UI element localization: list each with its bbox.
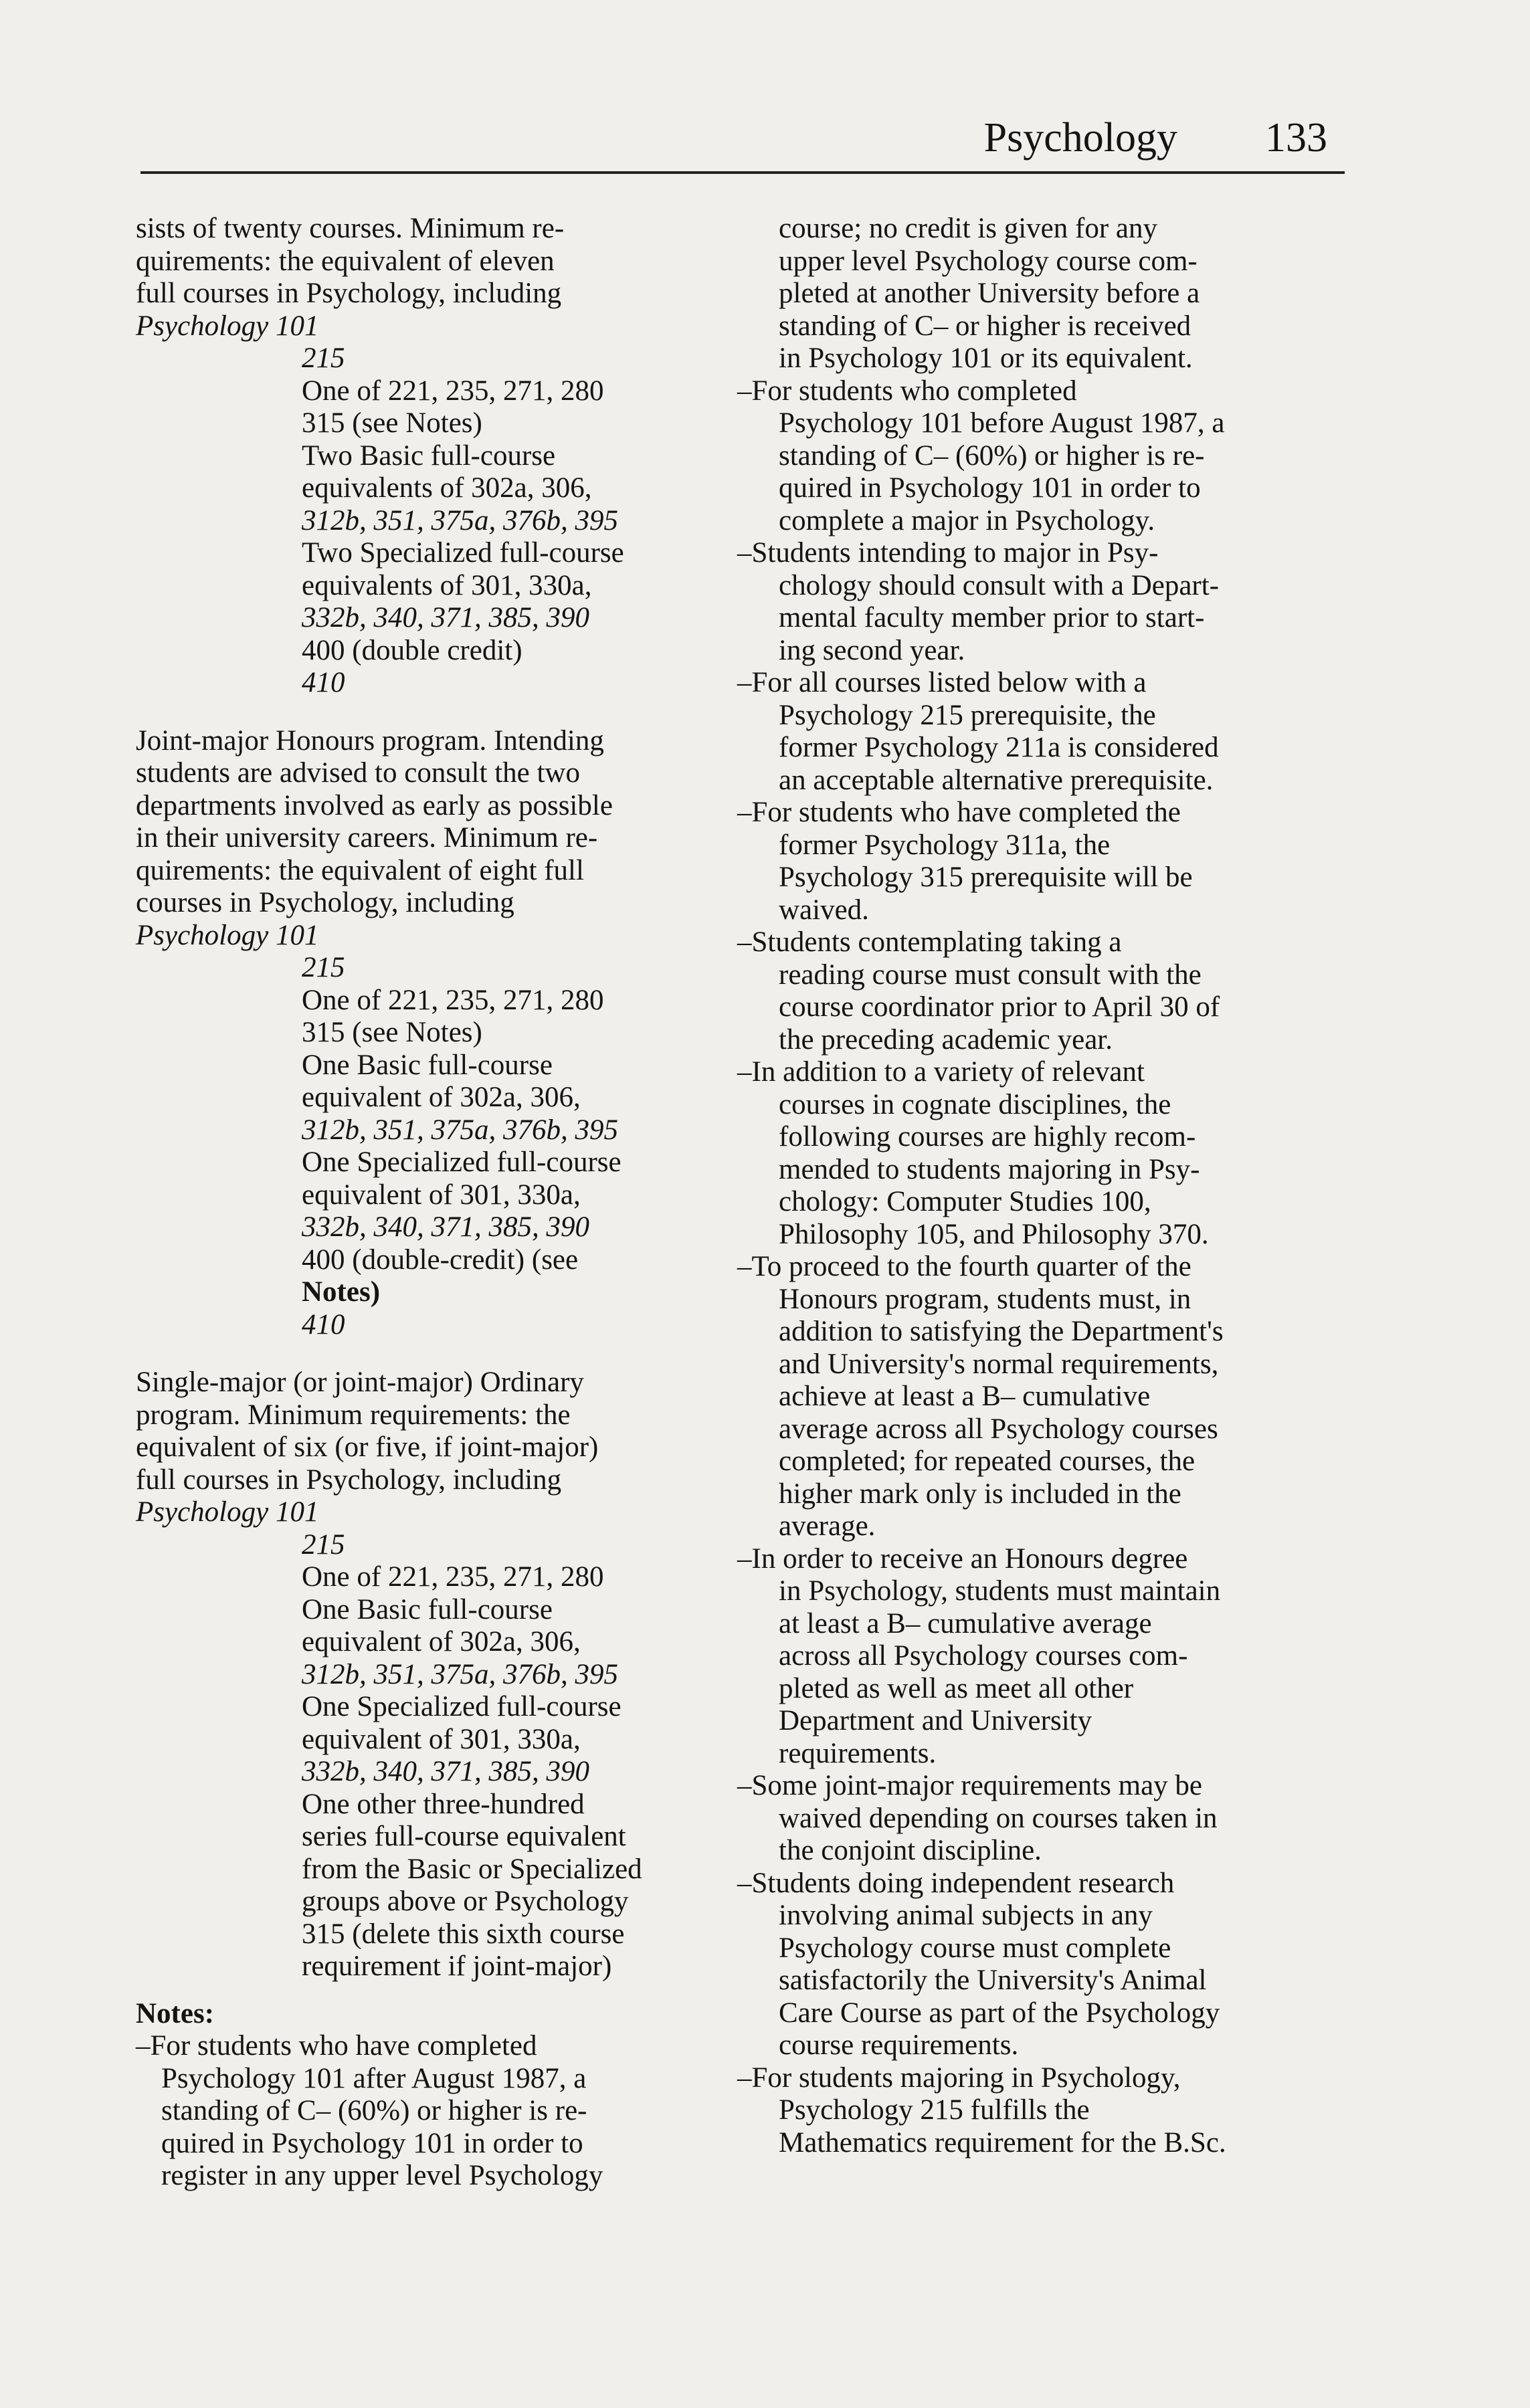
course-line: 215: [302, 952, 345, 983]
note-line: chology: Computer Studies 100,: [779, 1186, 1151, 1217]
note-line: Psychology 215 prerequisite, the: [779, 699, 1156, 731]
note-line: Psychology 215 fulfills the: [779, 2094, 1090, 2126]
course-line: 315 (delete this sixth course: [302, 1918, 625, 1950]
page-number: 133: [1265, 115, 1327, 161]
note-line: upper level Psychology course com-: [779, 245, 1198, 277]
text-line: departments involved as early as possible: [136, 789, 613, 821]
text-line: sists of twenty courses. Minimum re-: [136, 213, 565, 244]
course-line: Notes): [302, 1276, 381, 1308]
course-line: 215: [302, 1528, 345, 1561]
text-line: quirements: the equivalent of eleven: [136, 245, 555, 277]
text-line: Psychology 101: [136, 919, 319, 951]
running-head-title: Psychology: [983, 115, 1177, 161]
course-line: 312b, 351, 375a, 376b, 395: [302, 1658, 618, 1690]
course-line: 215: [302, 342, 345, 374]
course-line: 332b, 340, 371, 385, 390: [302, 602, 589, 633]
course-line: One of 221, 235, 271, 280: [302, 1561, 604, 1593]
text-line: Joint-major Honours program. Intending: [136, 724, 604, 757]
course-line: from the Basic or Specialized: [302, 1853, 642, 1885]
note-line: Psychology 101 after August 1987, a: [161, 2062, 587, 2094]
note-line: pleted as well as meet all other: [779, 1672, 1134, 1704]
text-line: courses in Psychology, including: [136, 887, 514, 918]
note-line: –Students doing independent research: [737, 1867, 1175, 1899]
note-line: waived depending on courses taken in: [779, 1802, 1218, 1834]
text-line: students are advised to consult the two: [136, 757, 580, 789]
note-line: completed; for repeated courses, the: [779, 1445, 1196, 1477]
course-line: 315 (see Notes): [302, 1017, 482, 1048]
note-line: chology should consult with a Depart-: [779, 569, 1220, 601]
note-line: course requirements.: [779, 2029, 1019, 2061]
note-line: former Psychology 211a is considered: [779, 732, 1219, 763]
notes-heading: Notes:: [136, 1997, 215, 2029]
note-line: an acceptable alternative prerequisite.: [779, 764, 1214, 796]
note-line: Psychology course must complete: [779, 1932, 1171, 1964]
note-line: average.: [779, 1510, 876, 1542]
note-line: involving animal subjects in any: [779, 1900, 1153, 1931]
course-line: 400 (double-credit) (see: [302, 1243, 579, 1276]
note-line: –For students who have completed: [136, 2030, 537, 2062]
course-line: series full-course equivalent: [302, 1821, 626, 1852]
text-line: in their university careers. Minimum re-: [136, 822, 598, 854]
note-line: reading course must consult with the: [779, 959, 1202, 991]
note-line: and University's normal requirements,: [779, 1348, 1219, 1380]
note-line: pleted at another University before a: [779, 278, 1200, 309]
note-line: –For students majoring in Psychology,: [737, 2062, 1181, 2094]
course-line: One Specialized full-course: [302, 1146, 621, 1178]
note-line: Psychology 315 prerequisite will be: [779, 862, 1193, 893]
note-line: mended to students majoring in Psy-: [779, 1153, 1200, 1185]
note-line: course coordinator prior to April 30 of: [779, 991, 1220, 1023]
note-line: quired in Psychology 101 in order to: [779, 472, 1201, 504]
note-line: Psychology 101 before August 1987, a: [779, 407, 1225, 439]
course-line: One Basic full-course: [302, 1593, 553, 1625]
note-line: requirements.: [779, 1737, 937, 1769]
note-line: standing of C– (60%) or higher is re-: [161, 2095, 587, 2126]
right-column: [737, 213, 1341, 2159]
note-line: –In addition to a variety of relevant: [737, 1056, 1145, 1088]
paragraph-gap: [136, 700, 725, 725]
text-line: equivalent of six (or five, if joint-major): [136, 1431, 599, 1463]
note-line: course; no credit is given for any: [779, 213, 1157, 244]
note-line: quired in Psychology 101 in order to: [161, 2127, 583, 2159]
note-line: Department and University: [779, 1705, 1092, 1736]
text-line: program. Minimum requirements: the: [136, 1399, 571, 1431]
note-line: the preceding academic year.: [779, 1023, 1113, 1056]
page-header: [140, 112, 1345, 174]
note-line: standing of C– (60%) or higher is re-: [779, 439, 1205, 472]
note-line: in Psychology 101 or its equivalent.: [779, 342, 1193, 374]
note-line: –Students intending to major in Psy-: [737, 537, 1159, 569]
note-line: average across all Psychology courses: [779, 1413, 1218, 1445]
note-line: higher mark only is included in the: [779, 1478, 1181, 1510]
course-line: equivalents of 301, 330a,: [302, 569, 592, 601]
course-line: equivalent of 301, 330a,: [302, 1179, 581, 1211]
course-line: requirement if joint-major): [302, 1950, 612, 1982]
note-line: achieve at least a B– cumulative: [779, 1381, 1151, 1412]
note-line: Care Course as part of the Psychology: [779, 1997, 1220, 2029]
course-line: equivalent of 302a, 306,: [302, 1626, 581, 1658]
text-line: Single-major (or joint-major) Ordinary: [136, 1367, 584, 1398]
note-line: –For students who completed: [737, 375, 1077, 407]
text-line: full courses in Psychology, including: [136, 1464, 562, 1496]
note-line: –Students contemplating taking a: [737, 926, 1122, 958]
text-line: Psychology 101: [136, 1496, 319, 1528]
text-line: quirements: the equivalent of eight full: [136, 854, 584, 886]
text-line: full courses in Psychology, including: [136, 278, 562, 309]
note-line: following courses are highly recom-: [779, 1121, 1196, 1152]
note-line: Honours program, students must, in: [779, 1283, 1191, 1315]
course-line: equivalent of 302a, 306,: [302, 1082, 581, 1113]
course-line: groups above or Psychology: [302, 1886, 629, 1917]
note-line: former Psychology 311a, the: [779, 829, 1111, 861]
note-line: courses in cognate disciplines, the: [779, 1088, 1171, 1120]
note-line: –In order to receive an Honours degree: [737, 1542, 1188, 1575]
note-line: Mathematics requirement for the B.Sc.: [779, 2126, 1226, 2159]
note-line: mental faculty member prior to start-: [779, 602, 1205, 633]
note-line: complete a major in Psychology.: [779, 504, 1155, 536]
note-line: across all Psychology courses com-: [779, 1640, 1188, 1672]
course-line: 332b, 340, 371, 385, 390: [302, 1756, 589, 1787]
note-line: at least a B– cumulative average: [779, 1607, 1152, 1639]
note-line: addition to satisfying the Department's: [779, 1316, 1224, 1347]
course-line: 400 (double credit): [302, 634, 522, 666]
course-line: Two Basic full-course: [302, 439, 556, 472]
paragraph-gap: [136, 1341, 725, 1367]
course-line: 312b, 351, 375a, 376b, 395: [302, 1114, 618, 1146]
note-line: Philosophy 105, and Philosophy 370.: [779, 1218, 1209, 1250]
note-line: standing of C– or higher is received: [779, 310, 1191, 342]
course-line: One of 221, 235, 271, 280: [302, 375, 604, 407]
course-line: Two Specialized full-course: [302, 537, 624, 569]
note-line: satisfactorily the University's Animal: [779, 1965, 1207, 1996]
note-line: ing second year.: [779, 634, 965, 666]
course-line: One of 221, 235, 271, 280: [302, 984, 604, 1016]
text-line: Psychology 101: [136, 310, 319, 342]
course-line: equivalent of 301, 330a,: [302, 1723, 581, 1755]
course-line: 410: [302, 1308, 345, 1340]
course-line: One other three-hundred: [302, 1788, 585, 1820]
note-line: the conjoint discipline.: [779, 1835, 1042, 1866]
course-line: 315 (see Notes): [302, 407, 482, 439]
note-line: register in any upper level Psychology: [161, 2160, 603, 2191]
left-column: [136, 213, 725, 2193]
course-line: 410: [302, 667, 345, 698]
note-line: –To proceed to the fourth quarter of the: [737, 1251, 1191, 1282]
note-line: –For all courses listed below with a: [737, 667, 1147, 698]
course-line: 312b, 351, 375a, 376b, 395: [302, 504, 618, 536]
note-line: waived.: [779, 894, 869, 926]
note-line: –Some joint-major requirements may be: [737, 1770, 1202, 1801]
course-line: 332b, 340, 371, 385, 390: [302, 1211, 589, 1243]
course-line: One Basic full-course: [302, 1049, 553, 1081]
course-line: One Specialized full-course: [302, 1691, 621, 1722]
course-line: equivalents of 302a, 306,: [302, 472, 592, 504]
note-line: –For students who have completed the: [737, 797, 1181, 828]
note-line: in Psychology, students must maintain: [779, 1575, 1221, 1607]
